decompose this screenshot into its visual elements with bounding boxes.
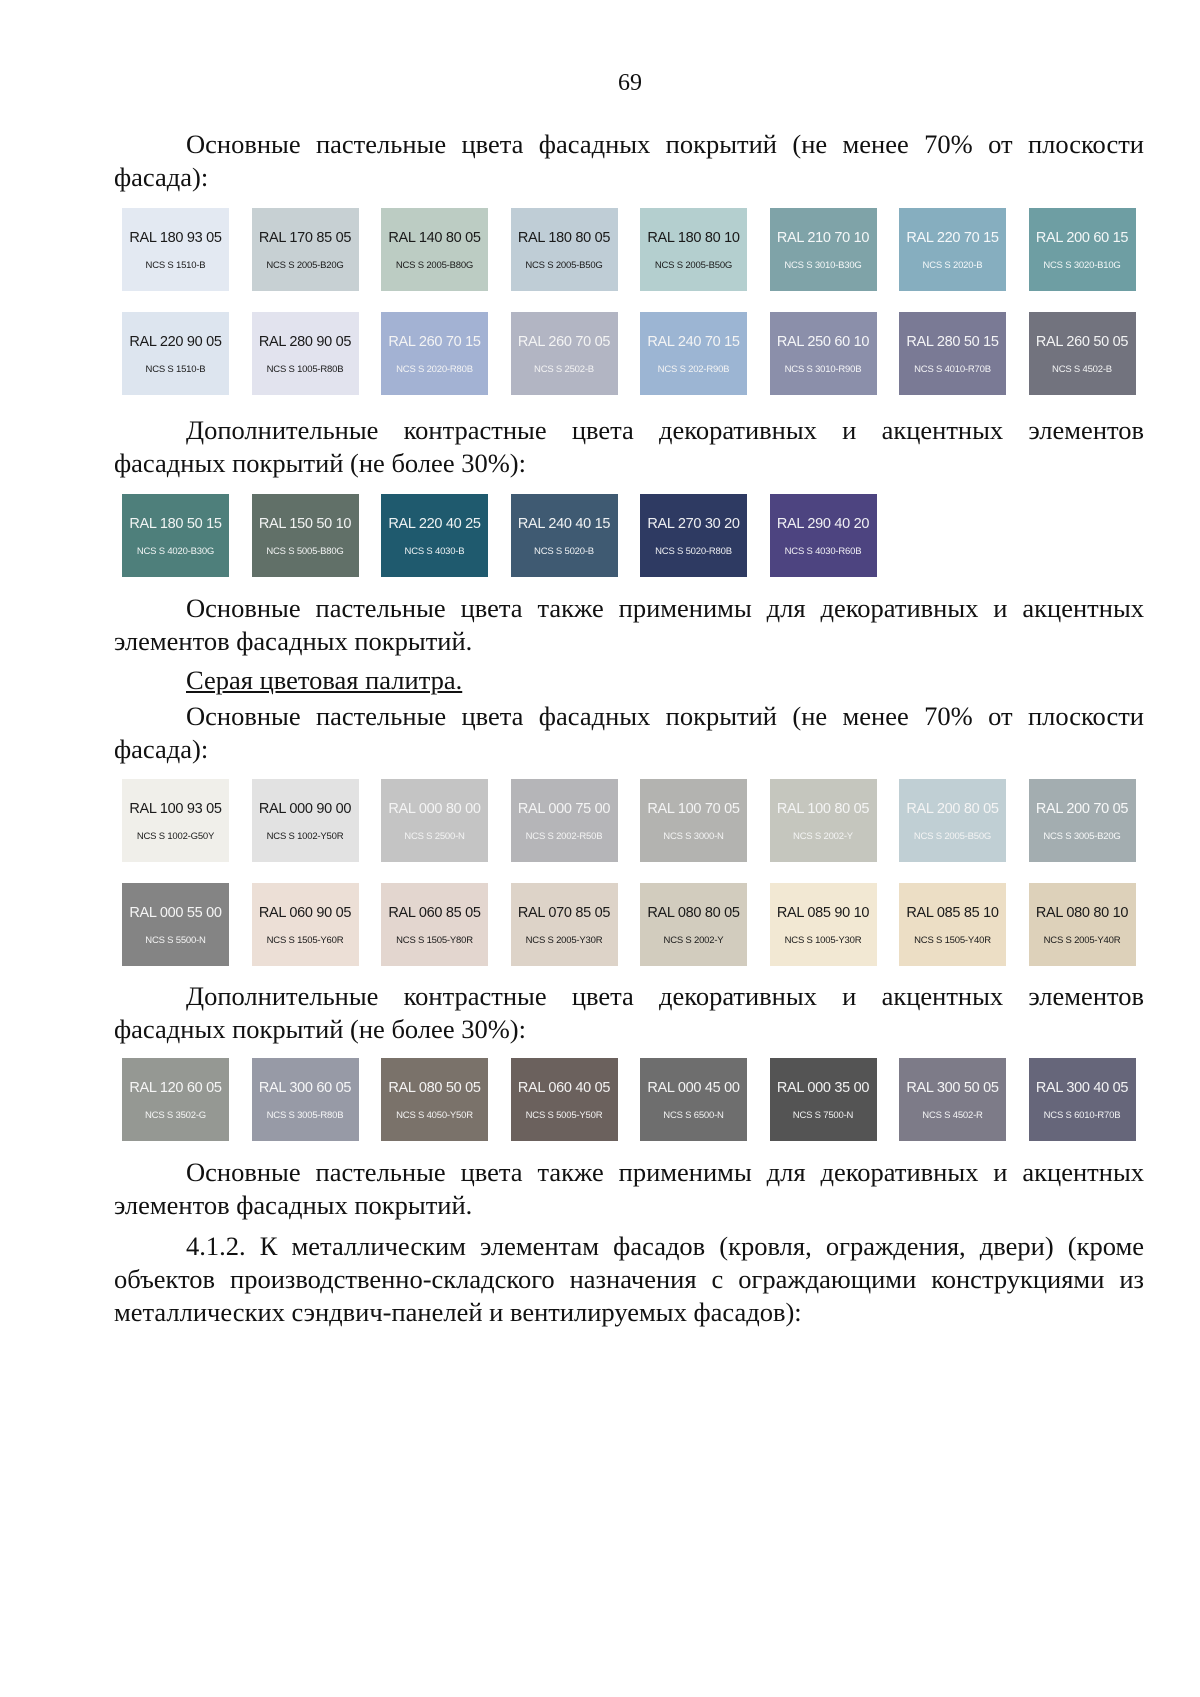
color-swatch [381, 208, 488, 291]
color-swatch [252, 883, 359, 966]
swatch-ncs-code: NCS S 2002-Y [663, 935, 724, 946]
color-swatch [511, 779, 618, 862]
swatch-ncs-code: NCS S 4030-R60B [784, 546, 862, 557]
swatch-ncs-code: NCS S 5020-B [534, 546, 594, 557]
swatch-ral-code: RAL 100 70 05 [647, 801, 740, 817]
swatch-ncs-code: NCS S 3005-R80B [266, 1110, 344, 1121]
swatch-ral-code: RAL 210 70 10 [776, 230, 870, 246]
color-swatch [899, 883, 1006, 966]
paragraph-grey-note [114, 1156, 1144, 1222]
swatch-ncs-code: NCS S 2005-B50G [654, 260, 733, 271]
color-swatch [640, 494, 747, 577]
color-swatch [511, 1058, 618, 1141]
color-swatch [511, 312, 618, 395]
swatch-ncs-code: NCS S 5020-R80B [655, 546, 732, 557]
swatch-ral-code: RAL 150 50 10 [258, 516, 352, 532]
swatch-ral-code: RAL 180 93 05 [129, 230, 222, 246]
swatch-ral-code: RAL 300 40 05 [1035, 1080, 1129, 1096]
color-swatch [252, 208, 359, 291]
paragraph-text: Дополнительные контрастные цвета декоративных и акцентных элементов фасадных покрытий (не более 30%): [114, 981, 1144, 1044]
swatch-ral-code: RAL 000 55 00 [129, 905, 222, 921]
color-swatch [381, 883, 488, 966]
paragraph-text: Дополнительные контрастные цвета декоративных и акцентных элементов фасадных покрытий (не более 30%): [114, 415, 1144, 478]
color-swatch [381, 312, 488, 395]
swatch-ral-code: RAL 300 60 05 [258, 1080, 352, 1096]
swatch-ral-code: RAL 060 85 05 [388, 905, 481, 921]
paragraph-grey-main-intro [114, 700, 1144, 766]
swatch-ral-code: RAL 170 85 05 [258, 230, 352, 246]
swatch-ral-code: RAL 100 93 05 [129, 801, 222, 817]
swatch-ncs-code: NCS S 1505-Y60R [266, 935, 344, 946]
swatch-ncs-code: NCS S 2005-B80G [395, 260, 474, 271]
swatch-ral-code: RAL 000 35 00 [776, 1080, 870, 1096]
color-swatch [381, 1058, 488, 1141]
swatch-ral-code: RAL 200 80 05 [906, 801, 999, 817]
color-swatch [899, 779, 1006, 862]
color-swatch [770, 1058, 877, 1141]
swatch-ral-code: RAL 080 80 05 [647, 905, 740, 921]
swatch-ral-code: RAL 080 80 10 [1035, 905, 1129, 921]
color-swatch [122, 779, 229, 862]
swatch-ncs-code: NCS S 4502-B [1052, 364, 1112, 375]
swatch-ncs-code: NCS S 2005-Y30R [525, 935, 603, 946]
color-swatch [770, 779, 877, 862]
color-swatch [1029, 208, 1136, 291]
swatch-ncs-code: NCS S 7500-N [792, 1110, 854, 1121]
color-swatch [252, 779, 359, 862]
swatch-ncs-code: NCS S 3000-N [663, 831, 724, 842]
swatch-ral-code: RAL 000 90 00 [258, 801, 352, 817]
swatch-ncs-code: NCS S 2002-R50B [525, 831, 603, 842]
swatch-ral-code: RAL 000 75 00 [517, 801, 611, 817]
color-swatch [770, 883, 877, 966]
swatch-ncs-code: NCS S 2020-R80B [396, 364, 473, 375]
swatch-ncs-code: NCS S 2502-B [534, 364, 594, 375]
swatch-ncs-code: NCS S 2005-B50G [525, 260, 603, 271]
color-swatch [381, 779, 488, 862]
paragraph-text: Основные пастельные цвета также применимы для декоративных и акцентных элементов фасадных покрытий. [114, 593, 1144, 656]
color-swatch [252, 312, 359, 395]
swatch-ral-code: RAL 280 50 15 [906, 334, 999, 350]
color-swatch [252, 494, 359, 577]
swatch-ral-code: RAL 220 70 15 [906, 230, 999, 246]
color-swatch [1029, 779, 1136, 862]
paragraph-4-1-2 [114, 1230, 1144, 1329]
swatch-ral-code: RAL 085 85 10 [906, 905, 999, 921]
color-swatch [899, 1058, 1006, 1141]
swatch-ral-code: RAL 300 50 05 [906, 1080, 999, 1096]
swatch-ncs-code: NCS S 4010-R70B [914, 364, 991, 375]
color-swatch [122, 312, 229, 395]
color-swatch [511, 883, 618, 966]
color-swatch [899, 312, 1006, 395]
color-swatch [640, 883, 747, 966]
swatch-ral-code: RAL 180 80 10 [647, 230, 740, 246]
color-swatch [899, 208, 1006, 291]
swatch-ncs-code: NCS S 2005-B50G [913, 831, 992, 842]
swatch-ncs-code: NCS S 3010-R90B [784, 364, 862, 375]
section-heading-grey-palette [114, 664, 1144, 697]
swatch-ncs-code: NCS S 1510-B [145, 364, 206, 375]
swatch-ral-code: RAL 270 30 20 [647, 516, 740, 532]
swatch-ncs-code: NCS S 4020-B30G [136, 546, 215, 557]
swatch-ral-code: RAL 000 80 00 [388, 801, 481, 817]
swatch-ral-code: RAL 220 40 25 [388, 516, 481, 532]
paragraph-text: 4.1.2. К металлическим элементам фасадов (кровля, ограждения, двери) (кроме объектов производственно-складского назначения с ограждающими конструкциями из металлических сэндвич-панелей и вентилируемых фасадов): [114, 1231, 1144, 1327]
paragraph-text: Основные пастельные цвета фасадных покрытий (не менее 70% от плоскости фасада): [114, 129, 1144, 192]
swatch-ral-code: RAL 180 80 05 [517, 230, 611, 246]
color-swatch [640, 312, 747, 395]
paragraph-grey-accent-intro [114, 980, 1144, 1046]
color-swatch [381, 494, 488, 577]
paragraph-text: Основные пастельные цвета также применимы для декоративных и акцентных элементов фасадных покрытий. [114, 1157, 1144, 1220]
section-heading-text: Серая цветовая палитра. [186, 665, 463, 695]
swatch-ral-code: RAL 200 70 05 [1035, 801, 1129, 817]
swatch-ncs-code: NCS S 1002-Y50R [266, 831, 344, 842]
paragraph-text: Основные пастельные цвета фасадных покрытий (не менее 70% от плоскости фасада): [114, 701, 1144, 764]
swatch-ncs-code: NCS S 2002-Y [793, 831, 853, 842]
swatch-ral-code: RAL 060 90 05 [258, 905, 352, 921]
color-swatch [770, 494, 877, 577]
swatch-ral-code: RAL 220 90 05 [129, 334, 222, 350]
swatch-ral-code: RAL 180 50 15 [129, 516, 222, 532]
swatch-ncs-code: NCS S 1505-Y80R [396, 935, 473, 946]
swatch-ral-code: RAL 260 70 05 [517, 334, 611, 350]
swatch-ncs-code: NCS S 3502-G [145, 1110, 206, 1121]
swatch-ncs-code: NCS S 6500-N [663, 1110, 724, 1121]
paragraph-blue-main-intro [114, 128, 1144, 194]
swatch-ncs-code: NCS S 5005-Y50R [525, 1110, 603, 1121]
color-swatch [252, 1058, 359, 1141]
color-swatch [1029, 1058, 1136, 1141]
swatch-ral-code: RAL 250 60 10 [776, 334, 870, 350]
color-swatch [1029, 883, 1136, 966]
color-swatch [640, 779, 747, 862]
swatch-ral-code: RAL 280 90 05 [258, 334, 352, 350]
swatch-ral-code: RAL 260 50 05 [1035, 334, 1129, 350]
color-swatch [511, 208, 618, 291]
swatch-ncs-code: NCS S 2005-Y40R [1043, 935, 1121, 946]
page-number: 69 [618, 70, 642, 96]
color-swatch [770, 312, 877, 395]
swatch-ncs-code: NCS S 2500-N [404, 831, 465, 842]
swatch-ral-code: RAL 240 70 15 [647, 334, 740, 350]
swatch-ral-code: RAL 260 70 15 [388, 334, 481, 350]
swatch-ncs-code: NCS S 2005-B20G [266, 260, 344, 271]
swatch-ral-code: RAL 060 40 05 [517, 1080, 611, 1096]
swatch-ral-code: RAL 140 80 05 [388, 230, 481, 246]
swatch-ral-code: RAL 100 80 05 [776, 801, 870, 817]
swatch-ncs-code: NCS S 5005-B80G [266, 546, 344, 557]
color-swatch [640, 208, 747, 291]
swatch-ral-code: RAL 070 85 05 [517, 905, 611, 921]
paragraph-blue-note [114, 592, 1144, 658]
color-swatch [640, 1058, 747, 1141]
swatch-ral-code: RAL 200 60 15 [1035, 230, 1129, 246]
swatch-ncs-code: NCS S 5500-N [145, 935, 206, 946]
swatch-ncs-code: NCS S 4050-Y50R [396, 1110, 473, 1121]
swatch-ncs-code: NCS S 3010-B30G [784, 260, 862, 271]
swatch-ncs-code: NCS S 3020-B10G [1043, 260, 1121, 271]
swatch-ncs-code: NCS S 4502-R [922, 1110, 983, 1121]
swatch-ncs-code: NCS S 3005-B20G [1043, 831, 1121, 842]
swatch-ncs-code: NCS S 202-R90B [657, 364, 730, 375]
swatch-ral-code: RAL 085 90 10 [776, 905, 870, 921]
swatch-ncs-code: NCS S 1510-B [145, 260, 206, 271]
swatch-ral-code: RAL 290 40 20 [776, 516, 870, 532]
swatch-ncs-code: NCS S 6010-R70B [1043, 1110, 1121, 1121]
swatch-ral-code: RAL 080 50 05 [388, 1080, 481, 1096]
color-swatch [122, 208, 229, 291]
paragraph-blue-accent-intro [114, 414, 1144, 480]
swatch-ral-code: RAL 000 45 00 [647, 1080, 740, 1096]
swatch-ral-code: RAL 120 60 05 [129, 1080, 222, 1096]
swatch-ncs-code: NCS S 4030-B [404, 546, 465, 557]
color-swatch [122, 883, 229, 966]
swatch-ncs-code: NCS S 1505-Y40R [914, 935, 991, 946]
color-swatch [122, 1058, 229, 1141]
swatch-ncs-code: NCS S 1005-R80B [266, 364, 344, 375]
swatch-ncs-code: NCS S 1005-Y30R [784, 935, 862, 946]
swatch-ncs-code: NCS S 2020-B [922, 260, 983, 271]
color-swatch [511, 494, 618, 577]
color-swatch [1029, 312, 1136, 395]
color-swatch [122, 494, 229, 577]
swatch-ncs-code: NCS S 1002-G50Y [136, 831, 215, 842]
swatch-ral-code: RAL 240 40 15 [517, 516, 611, 532]
color-swatch [770, 208, 877, 291]
